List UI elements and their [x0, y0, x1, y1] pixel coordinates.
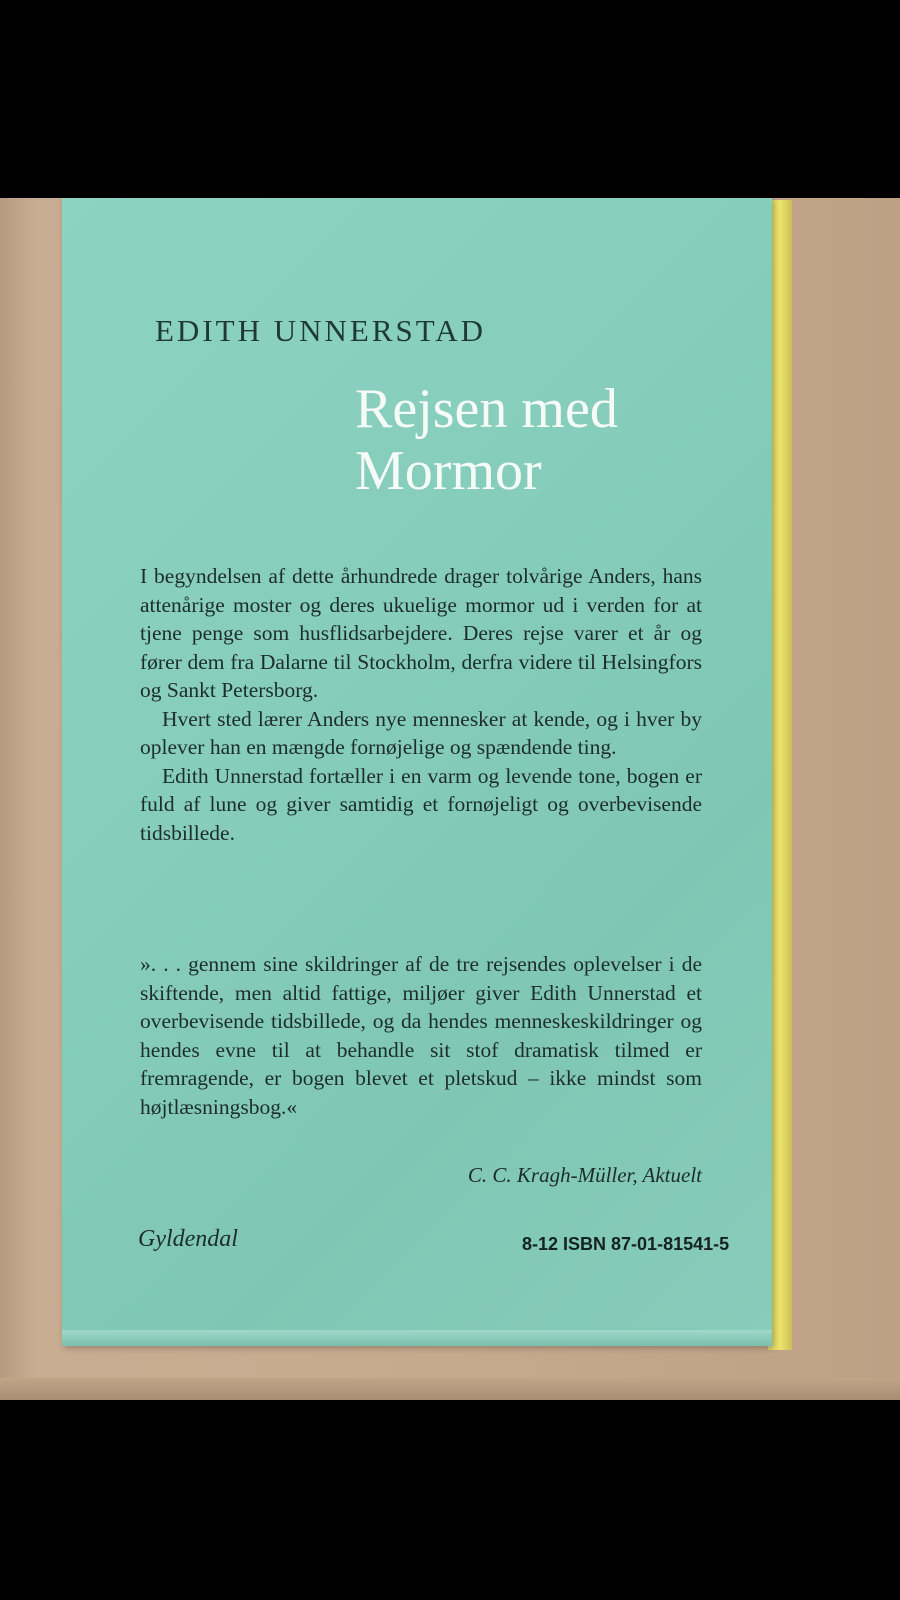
review-quote: ». . . gennem sine skildringer af de tre rejsendes oplevelser i de skiftende, men altid fattige, miljøer giver Edith Unnerstad et overbevisende tidsbillede, og da hendes menneskeskildringer og hendes evne til at behandle sit stof dramatisk tilmed er fremragende, er bogen blevet et pletskud – ikke mindst som højtlæsningsbog.« — [140, 952, 702, 1119]
table-surface — [0, 1378, 900, 1400]
blurb-paragraph: Hvert sted lærer Anders nye mennesker at kende, og i hver by oplever han en mængde fornøjelige og spændende ting. — [140, 706, 702, 759]
blurb-text — [140, 562, 702, 847]
book-bottom-edge — [62, 1330, 772, 1346]
title-line-2: Mormor — [355, 440, 542, 502]
blurb-paragraph: Edith Unnerstad fortæller i en varm og levende tone, bogen er fuld af lune og giver samtidig et fornøjeligt og overbevisende tidsbillede. — [140, 763, 702, 845]
quote-attribution: C. C. Kragh-Müller, Aktuelt — [467, 1163, 702, 1187]
publisher-name: Gyldendal — [138, 1226, 238, 1252]
book-title — [355, 378, 618, 502]
blurb-paragraph: I begyndelsen af dette århundrede drager tolvårige Anders, hans attenårige moster og deres ukuelige mormor ud i verden for at tjene penge som husflidsarbejdere. Deres rejse varer et år og fører dem fra Dalarne til Stockholm, derfra videre til Helsingfors og Sankt Petersborg. — [140, 564, 702, 702]
title-line-1: Rejsen med — [355, 378, 618, 440]
author-name: EDITH UNNERSTAD — [155, 313, 486, 348]
isbn-label: 8-12 ISBN 87-01-81541-5 — [522, 1234, 730, 1254]
